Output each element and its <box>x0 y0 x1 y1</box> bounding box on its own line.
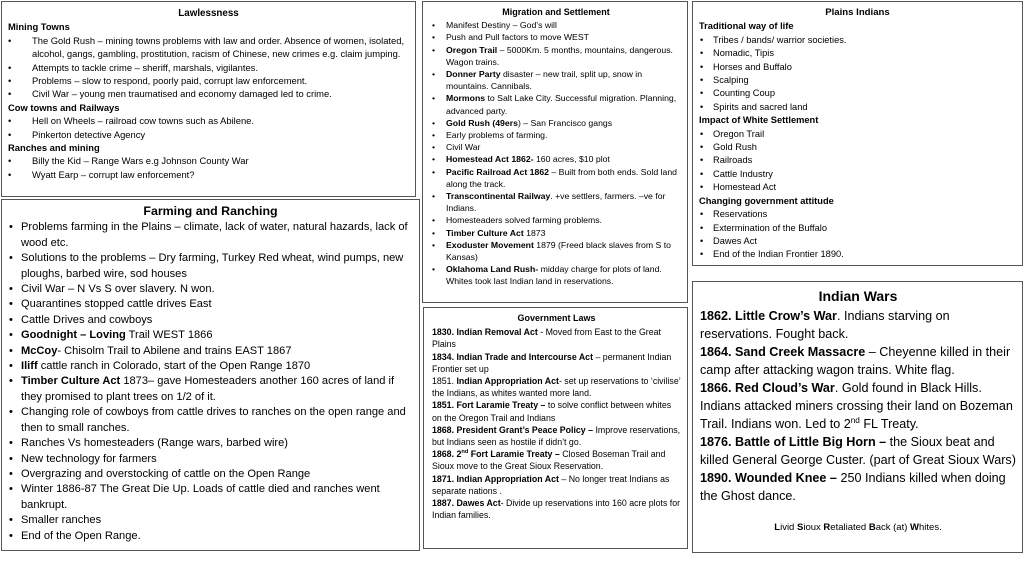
list-item: • Wyatt Earp – corrupt law enforcement? <box>8 168 409 181</box>
plains-indians-panel <box>692 1 1023 266</box>
war-entry <box>700 379 1016 433</box>
government-attitude-heading: Changing government attitude <box>699 195 834 206</box>
list-item: • Civil War – young men traumatised and economy damaged led to crime. <box>8 87 409 100</box>
law-entry <box>432 473 681 497</box>
ranches-mining-heading: Ranches and mining <box>8 142 100 154</box>
detail: – No longer treat Indians as separate nations . <box>432 473 670 496</box>
initial: S <box>796 522 804 533</box>
term: Goodnight – Loving <box>21 329 126 342</box>
law-entry <box>432 375 681 399</box>
term: Mormons <box>446 93 486 104</box>
ordinal-suffix: nd <box>850 415 860 425</box>
list-item: • Push and Pull factors to move WEST <box>431 31 681 43</box>
list-item: • Civil War <box>431 141 681 153</box>
detail: - Divide up reservations into 160 acre plots for Indian families. <box>432 498 681 521</box>
list-item: • Railroads <box>699 154 1016 167</box>
farming-ranching-title: Farming and Ranching <box>143 204 278 218</box>
term: Timber Culture Act <box>21 375 121 388</box>
detail: 1879 (Freed black slaves from S to Kansas) <box>446 239 671 263</box>
term: 1851. Fort Laramie Treaty – <box>432 400 546 411</box>
list-item: • Attempts to tackle crime – sheriff, marshals, vigilantes. <box>8 61 409 74</box>
ranches-mining-list <box>8 154 409 181</box>
war-entry <box>700 307 1016 343</box>
list-item: • Counting Coup <box>699 87 1016 100</box>
list-item <box>431 153 681 165</box>
list-item <box>8 328 413 343</box>
list-item: • Overgrazing and overstocking of cattle on the Open Range <box>8 467 413 482</box>
term: McCoy <box>21 344 58 357</box>
list-item: • End of the Open Range. <box>8 529 413 544</box>
list-item <box>431 117 681 129</box>
detail: . +ve settlers, farmers. –ve for Indians. <box>446 191 666 214</box>
detail: Trail WEST 1866 <box>125 329 213 342</box>
year: 1851. <box>432 376 457 387</box>
law-entry <box>432 448 681 472</box>
word: ivid <box>780 522 797 533</box>
lawlessness-panel <box>1 1 416 197</box>
list-item: • Manifest Destiny – God’s will <box>431 19 681 31</box>
term: Pacific Railroad Act 1862 <box>446 166 550 177</box>
term: 1866. Red Cloud’s War <box>700 381 835 395</box>
term <box>432 449 560 459</box>
migration-settlement-panel <box>422 1 688 303</box>
law-entry <box>432 424 681 448</box>
list-item <box>8 344 413 359</box>
word: hites. <box>919 522 942 533</box>
list-item: • Horses and Buffalo <box>699 61 1016 74</box>
list-item: • Reservations <box>699 208 1016 221</box>
indian-wars-panel <box>692 281 1023 553</box>
list-item: • Hell on Wheels – railroad cow towns such as Abilene. <box>8 114 409 127</box>
term: 1890. Wounded Knee – <box>700 471 837 485</box>
detail: - Chisolm Trail to Abilene and trains EAST 1867 <box>57 344 292 357</box>
list-item: • Cattle Drives and cowboys <box>8 313 413 328</box>
list-item: • Billy the Kid – Range Wars e.g Johnson County War <box>8 154 409 167</box>
list-item: • Homestead Act <box>699 181 1016 194</box>
detail: cattle ranch in Colorado, start of the Open Range 1870 <box>37 360 311 373</box>
detail: – Built from both ends. Sold land along the track. <box>446 166 677 189</box>
detail: midday charge for plots of land. Whites took last Indian land in reservations. <box>446 264 662 287</box>
detail: – Cheyenne killed in their camp after attacking wagon trains. White flag. <box>700 345 1011 377</box>
term: 1864. Sand Creek Massacre <box>700 345 866 359</box>
mnemonic-footer <box>700 519 1016 537</box>
law-entry <box>432 351 681 375</box>
detail: Improve reservations, but Indians seen as hostile if didn’t go. <box>432 424 681 448</box>
detail: – 5000Km. 5 months, mountains, dangerous. Wagon trains. <box>446 44 673 67</box>
migration-settlement-title: Migration and Settlement <box>502 7 610 17</box>
term: 1868. President Grant’s Peace Policy – <box>432 424 594 435</box>
detail: 250 Indians killed when doing the Ghost dance. <box>700 471 1006 503</box>
term: Iliff <box>21 360 38 373</box>
government-laws-panel <box>423 307 688 549</box>
law-entry <box>432 497 681 521</box>
list-item: • Gold Rush <box>699 141 1016 154</box>
initial: B <box>868 522 876 533</box>
list-item: • Cattle Industry <box>699 168 1016 181</box>
cow-towns-list <box>8 114 409 141</box>
word: ioux <box>803 522 824 533</box>
impact-list <box>699 128 1016 195</box>
list-item: • Solutions to the problems – Dry farming, Turkey Red wheat, wind pumps, new ploughs, barbed wire, sod houses <box>8 251 413 282</box>
mining-towns-list <box>8 34 409 101</box>
cow-towns-heading: Cow towns and Railways <box>8 101 120 113</box>
term-part: Fort Laramie Treaty – <box>468 449 560 460</box>
list-item <box>431 44 681 68</box>
traditional-heading: Traditional way of life <box>699 21 794 32</box>
detail: disaster – new trail, split up, snow in mountains. Cannibals. <box>446 69 643 92</box>
ordinal-suffix: nd <box>461 449 469 456</box>
term: 1876. Battle of Little Big Horn – <box>700 435 887 449</box>
list-item <box>8 359 413 374</box>
lawlessness-title: Lawlessness <box>178 8 239 19</box>
detail: . Gold found in Black Hills. Indians attacked miners crossing their land on Bozeman Trail. Indians won. Led to 2 <box>700 381 1013 431</box>
term: Oregon Trail <box>446 44 498 55</box>
detail: 1873 <box>523 227 546 238</box>
list-item: • Scalping <box>699 74 1016 87</box>
list-item: • The Gold Rush – mining towns problems with law and order. Absence of women, isolated, alcohol, gangs, gambling, prostitution, racism of Chinese, new crimes e.g. claim jumping. <box>8 34 409 61</box>
detail: . Indians starving on reservations. Fought back. <box>700 309 950 341</box>
detail: to solve conflict between whites on the Oregon Trail and Indians <box>432 400 672 423</box>
war-entry <box>700 469 1016 505</box>
word: ack (at) <box>875 522 911 533</box>
term: 1871. Indian Appropriation Act <box>432 473 559 484</box>
list-item: • New technology for farmers <box>8 452 413 467</box>
list-item <box>431 166 681 190</box>
term: 1830. Indian Removal Act <box>432 327 538 338</box>
law-entry <box>432 326 681 350</box>
list-item: • Early problems of farming. <box>431 129 681 141</box>
plains-indians-title: Plains Indians <box>825 7 890 18</box>
list-item: • Dawes Act <box>699 235 1016 248</box>
detail: 1873– gave Homesteaders another 160 acres of land if they promised to plant trees on 1/2 of it. <box>21 375 395 403</box>
mining-towns-heading: Mining Towns <box>8 21 70 33</box>
detail: the Sioux beat and killed General George Custer. (part of Great Sioux Wars) <box>700 435 1016 467</box>
detail: – permanent Indian Frontier set up <box>432 351 672 374</box>
list-item: • End of the Indian Frontier 1890. <box>699 248 1016 261</box>
term: Gold Rush (49ers <box>446 117 518 128</box>
government-laws-title: Government Laws <box>517 313 596 323</box>
detail: Closed Boseman Trail and Sioux move to the Great Sioux Reservation. <box>432 449 666 472</box>
list-item: • Changing role of cowboys from cattle drives to ranches on the open range and then to small ranches. <box>8 405 413 436</box>
list-item: • Spirits and sacred land <box>699 101 1016 114</box>
list-item: • Homesteaders solved farming problems. <box>431 214 681 226</box>
list-item <box>431 92 681 116</box>
term: 1887. Dawes Act <box>432 498 501 509</box>
government-attitude-list <box>699 208 1016 262</box>
list-item <box>8 374 413 405</box>
list-item <box>431 239 681 263</box>
list-item: • Extermination of the Buffalo <box>699 222 1016 235</box>
term: Oklahoma Land Rush- <box>446 264 539 275</box>
initial: R <box>823 522 831 533</box>
list-item: • Smaller ranches <box>8 513 413 528</box>
migration-list <box>431 19 681 287</box>
list-item: • Ranches Vs homesteaders (Range wars, barbed wire) <box>8 436 413 451</box>
list-item: • Problems farming in the Plains – climate, lack of water, natural hazards, lack of wood etc. <box>8 220 413 251</box>
term-part: 1868. 2 <box>432 449 462 460</box>
detail: FL Treaty. <box>859 417 919 431</box>
list-item: • Tribes / bands/ warrior societies. <box>699 34 1016 47</box>
term: Transcontinental Railway <box>446 191 551 202</box>
list-item <box>431 68 681 92</box>
list-item: • Oregon Trail <box>699 128 1016 141</box>
list-item: • Civil War – N Vs S over slavery. N won. <box>8 282 413 297</box>
initial: L <box>774 522 781 533</box>
list-item: • Winter 1886-87 The Great Die Up. Loads of cattle died and ranches went bankrupt. <box>8 482 413 513</box>
initial: W <box>910 522 919 533</box>
list-item <box>431 190 681 214</box>
farming-list <box>8 220 413 544</box>
traditional-list <box>699 34 1016 114</box>
list-item <box>431 227 681 239</box>
war-entry <box>700 343 1016 379</box>
term: Indian Appropriation Act <box>456 376 559 387</box>
detail: 160 acres, $10 plot <box>533 154 610 165</box>
term: Donner Party <box>446 69 501 80</box>
farming-ranching-panel <box>1 199 420 551</box>
war-entry <box>700 433 1016 469</box>
term: 1834. Indian Trade and Intercourse Act <box>432 351 594 362</box>
term: Exoduster Movement <box>446 239 534 250</box>
indian-wars-title: Indian Wars <box>818 288 898 304</box>
list-item: • Pinkerton detective Agency <box>8 128 409 141</box>
impact-heading: Impact of White Settlement <box>699 115 819 126</box>
detail: - Moved from East to the Great Plains <box>432 327 661 350</box>
list-item <box>431 263 681 287</box>
term: Homestead Act 1862- <box>446 154 534 165</box>
term: Timber Culture Act <box>446 227 524 238</box>
detail: - set up reservations to ‘civilise’ the Indians, as whites wanted more land. <box>432 376 681 399</box>
list-item: • Problems – slow to respond, poorly paid, corrupt law enforcement. <box>8 74 409 87</box>
law-entry <box>432 399 681 423</box>
list-item: • Quarantines stopped cattle drives East <box>8 297 413 312</box>
term: 1862. Little Crow’s War <box>700 309 837 323</box>
word: etaliated <box>830 522 869 533</box>
detail: to Salt Lake City. Successful migration. Planning, advanced party. <box>446 93 677 116</box>
list-item: • Nomadic, Tipis <box>699 47 1016 60</box>
detail: ) – San Francisco gangs <box>517 117 613 128</box>
